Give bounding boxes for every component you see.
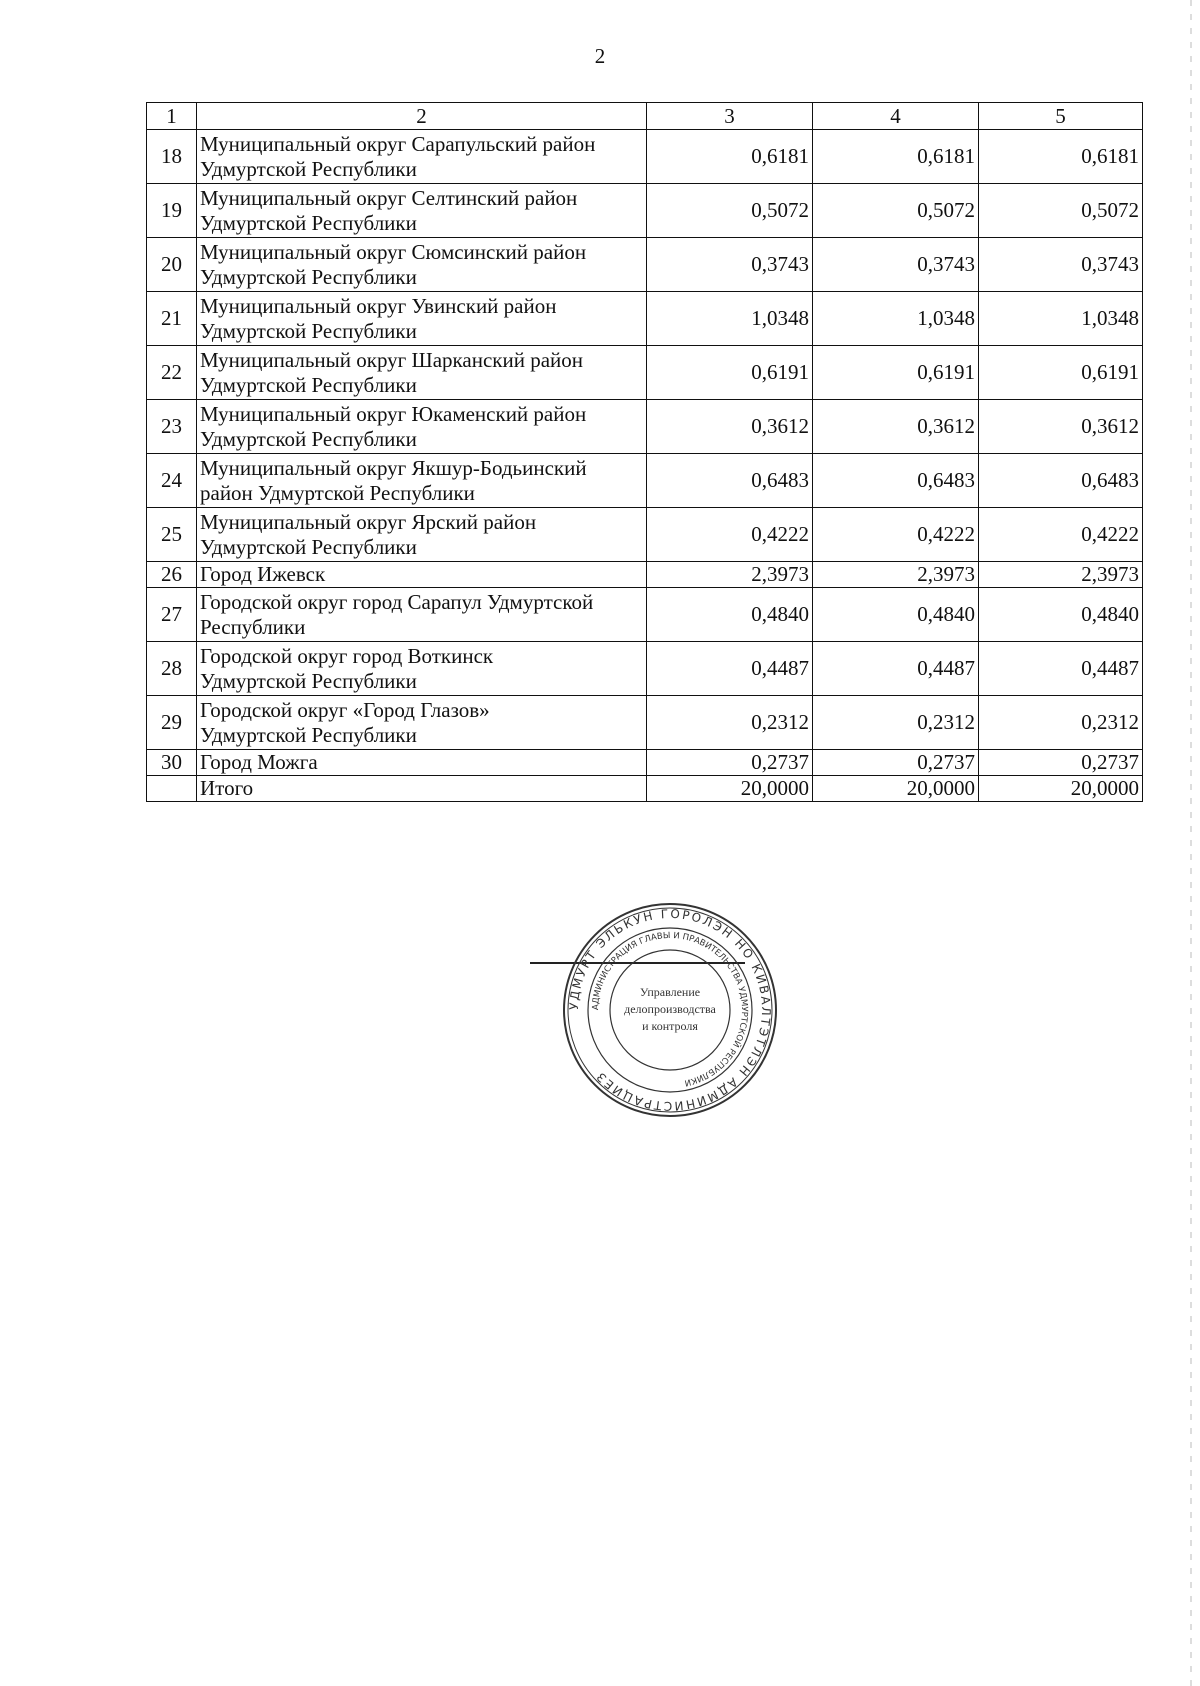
municipality-name <box>197 642 647 696</box>
page-number: 2 <box>594 44 606 68</box>
value-col-4: 1,0348 <box>813 292 979 346</box>
municipality-name <box>197 562 647 588</box>
value-col-3: 0,2312 <box>647 696 813 750</box>
municipality-name <box>197 400 647 454</box>
municipality-name-line: Городской округ «Город Глазов» <box>200 697 490 722</box>
value-col-5: 0,6191 <box>979 346 1143 400</box>
row-number: 22 <box>147 346 197 400</box>
value-col-3: 0,6483 <box>647 454 813 508</box>
municipality-name-line: Муниципальный округ Селтинский район <box>200 185 578 210</box>
row-number: 30 <box>147 750 197 776</box>
table-row <box>147 238 1143 292</box>
value-col-3: 0,3612 <box>647 400 813 454</box>
value-col-4: 0,6191 <box>813 346 979 400</box>
allocation-table <box>146 102 1143 802</box>
value-col-5: 0,4487 <box>979 642 1143 696</box>
municipality-name-line: район Удмуртской Республики <box>200 480 475 505</box>
municipality-name-line: Удмуртской Республики <box>200 534 417 559</box>
value-col-3: 0,6191 <box>647 346 813 400</box>
municipality-name-line: Удмуртской Республики <box>200 318 417 343</box>
total-col-3: 20,0000 <box>647 776 813 802</box>
value-col-3: 0,5072 <box>647 184 813 238</box>
value-col-5: 0,2312 <box>979 696 1143 750</box>
value-col-4: 0,5072 <box>813 184 979 238</box>
municipality-name-line: Муниципальный округ Юкаменский район <box>200 401 587 426</box>
seal-center-line-1: Управление <box>639 985 701 999</box>
municipality-name-line: Удмуртской Республики <box>200 668 417 693</box>
table-row <box>147 292 1143 346</box>
municipality-name <box>197 184 647 238</box>
header-cell-3: 3 <box>647 103 813 130</box>
municipality-name <box>197 130 647 184</box>
municipality-name-line: Удмуртской Республики <box>200 426 417 451</box>
table-row <box>147 400 1143 454</box>
municipality-name <box>197 346 647 400</box>
municipality-name-line: Муниципальный округ Шарканский район <box>200 347 584 372</box>
row-number: 28 <box>147 642 197 696</box>
municipality-name-line: Муниципальный округ Ярский район <box>200 509 537 534</box>
value-col-4: 0,6181 <box>813 130 979 184</box>
seal-middle-text: АДМИНИСТРАЦИЯ ГЛАВЫ И ПРАВИТЕЛЬСТВА УДМУРТСКОЙ РЕСПУБЛИКИ <box>590 930 750 1088</box>
value-col-3: 0,4222 <box>647 508 813 562</box>
municipality-name <box>197 696 647 750</box>
value-col-4: 0,2312 <box>813 696 979 750</box>
row-number: 24 <box>147 454 197 508</box>
value-col-5: 0,3612 <box>979 400 1143 454</box>
row-number: 29 <box>147 696 197 750</box>
municipality-name <box>197 508 647 562</box>
value-col-4: 0,4487 <box>813 642 979 696</box>
row-number: 21 <box>147 292 197 346</box>
table-row <box>147 508 1143 562</box>
value-col-4: 0,6483 <box>813 454 979 508</box>
row-number: 19 <box>147 184 197 238</box>
value-col-3: 0,4487 <box>647 642 813 696</box>
municipality-name-line: Муниципальный округ Якшур-Бодьинский <box>200 455 587 480</box>
value-col-4: 0,4222 <box>813 508 979 562</box>
total-number <box>147 776 197 802</box>
table-row <box>147 696 1143 750</box>
table-row <box>147 562 1143 588</box>
scan-edge-artifact <box>1190 0 1192 1686</box>
value-col-5: 1,0348 <box>979 292 1143 346</box>
table-row <box>147 454 1143 508</box>
table-row <box>147 588 1143 642</box>
municipality-name <box>197 750 647 776</box>
municipality-name-line: Удмуртской Республики <box>200 156 417 181</box>
seal-center-line-2: делопроизводства <box>624 1002 716 1016</box>
value-col-4: 0,2737 <box>813 750 979 776</box>
municipality-name <box>197 454 647 508</box>
header-cell-2: 2 <box>197 103 647 130</box>
row-number: 18 <box>147 130 197 184</box>
value-col-5: 0,5072 <box>979 184 1143 238</box>
value-col-4: 0,3612 <box>813 400 979 454</box>
municipality-name <box>197 588 647 642</box>
row-number: 20 <box>147 238 197 292</box>
municipality-name-line: Республики <box>200 614 306 639</box>
municipality-name-line: Городской округ город Сарапул Удмуртской <box>200 589 594 614</box>
header-cell-5: 5 <box>979 103 1143 130</box>
row-number: 27 <box>147 588 197 642</box>
seal-center-line-3: и контроля <box>642 1019 698 1033</box>
municipality-name-line: Город Можга <box>200 750 318 774</box>
row-number: 23 <box>147 400 197 454</box>
row-number: 25 <box>147 508 197 562</box>
table-row <box>147 346 1143 400</box>
total-label: Итого <box>197 776 647 802</box>
municipality-name-line: Муниципальный округ Увинский район <box>200 293 557 318</box>
value-col-5: 2,3973 <box>979 562 1143 588</box>
value-col-5: 0,4222 <box>979 508 1143 562</box>
header-cell-1: 1 <box>147 103 197 130</box>
table-row <box>147 750 1143 776</box>
value-col-5: 0,6181 <box>979 130 1143 184</box>
header-cell-4: 4 <box>813 103 979 130</box>
municipality-name <box>197 238 647 292</box>
value-col-4: 2,3973 <box>813 562 979 588</box>
municipality-name-line: Город Ижевск <box>200 562 326 586</box>
value-col-4: 0,3743 <box>813 238 979 292</box>
municipality-name-line: Удмуртской Республики <box>200 210 417 235</box>
municipality-name-line: Городской округ город Воткинск <box>200 643 494 668</box>
total-col-5: 20,0000 <box>979 776 1143 802</box>
municipality-name-line: Удмуртской Республики <box>200 722 417 747</box>
value-col-5: 0,2737 <box>979 750 1143 776</box>
municipality-name-line: Муниципальный округ Сарапульский район <box>200 131 596 156</box>
value-col-3: 0,2737 <box>647 750 813 776</box>
value-col-4: 0,4840 <box>813 588 979 642</box>
value-col-3: 0,6181 <box>647 130 813 184</box>
total-row <box>147 776 1143 802</box>
municipality-name-line: Муниципальный округ Сюмсинский район <box>200 239 587 264</box>
row-number: 26 <box>147 562 197 588</box>
municipality-name <box>197 292 647 346</box>
value-col-3: 0,4840 <box>647 588 813 642</box>
total-col-4: 20,0000 <box>813 776 979 802</box>
header-row <box>147 103 1143 130</box>
seal-outer-text: УДМУРТ ЭЛЬКУН ГОРОЛЭН НО КИВАЛТЭТЛЭН АДМИНИСТРАЦИЕЗ <box>566 906 774 1114</box>
municipality-name-line: Удмуртской Республики <box>200 372 417 397</box>
value-col-5: 0,6483 <box>979 454 1143 508</box>
municipality-name-line: Удмуртской Республики <box>200 264 417 289</box>
value-col-3: 0,3743 <box>647 238 813 292</box>
table-row <box>147 642 1143 696</box>
value-col-3: 2,3973 <box>647 562 813 588</box>
value-col-5: 0,3743 <box>979 238 1143 292</box>
value-col-3: 1,0348 <box>647 292 813 346</box>
value-col-5: 0,4840 <box>979 588 1143 642</box>
table-row <box>147 130 1143 184</box>
official-seal <box>560 900 780 1120</box>
table-row <box>147 184 1143 238</box>
